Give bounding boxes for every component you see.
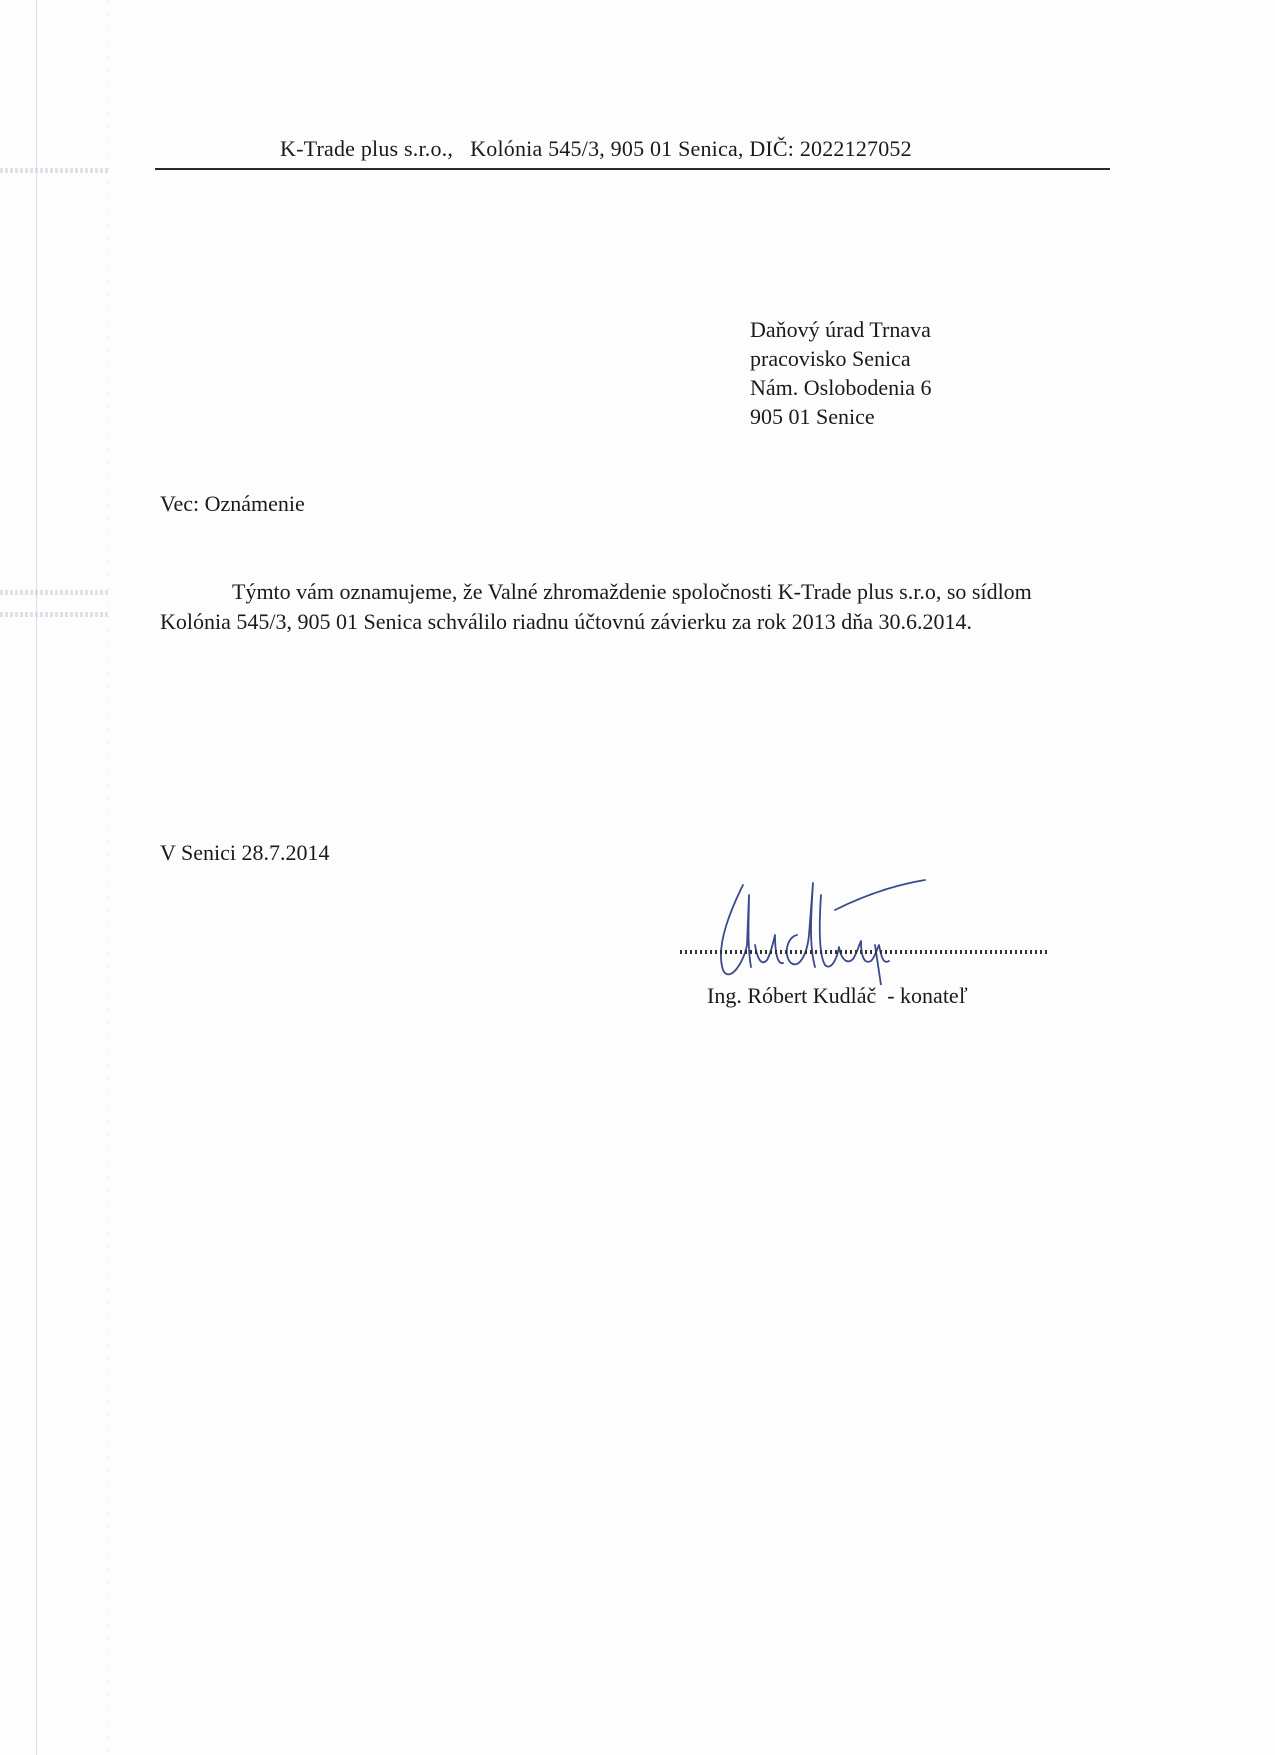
signatory-name: Ing. Róbert Kudláč - konateľ bbox=[707, 983, 968, 1008]
recipient-line: 905 01 Senice bbox=[750, 404, 875, 429]
letterhead-rule bbox=[155, 168, 1110, 170]
recipient-line: Daňový úrad Trnava bbox=[750, 317, 931, 342]
recipient-line: Nám. Oslobodenia 6 bbox=[750, 375, 932, 400]
recipient-address bbox=[750, 315, 931, 431]
handwritten-signature bbox=[695, 875, 935, 985]
scan-mark bbox=[0, 590, 110, 595]
scan-edge-dotted bbox=[108, 0, 109, 1755]
scan-mark bbox=[0, 168, 110, 173]
letterhead: K-Trade plus s.r.o., Kolónia 545/3, 905 01 Senica, DIČ: 2022127052 bbox=[280, 136, 912, 161]
scan-mark bbox=[0, 612, 110, 617]
subject-line: Vec: Oznámenie bbox=[160, 491, 305, 516]
signature-dotted-line bbox=[680, 950, 1050, 954]
place-date: V Senici 28.7.2014 bbox=[160, 840, 330, 865]
recipient-line: pracovisko Senica bbox=[750, 346, 911, 371]
scan-edge bbox=[36, 0, 37, 1755]
letter-body: Týmto vám oznamujeme, že Valné zhromaždenie spoločnosti K-Trade plus s.r.o, so sídlom Kolónia 545/3, 905 01 Senica schválilo riadnu účtovnú závierku za rok 2013 dňa 30.6.2014. bbox=[160, 579, 1032, 634]
